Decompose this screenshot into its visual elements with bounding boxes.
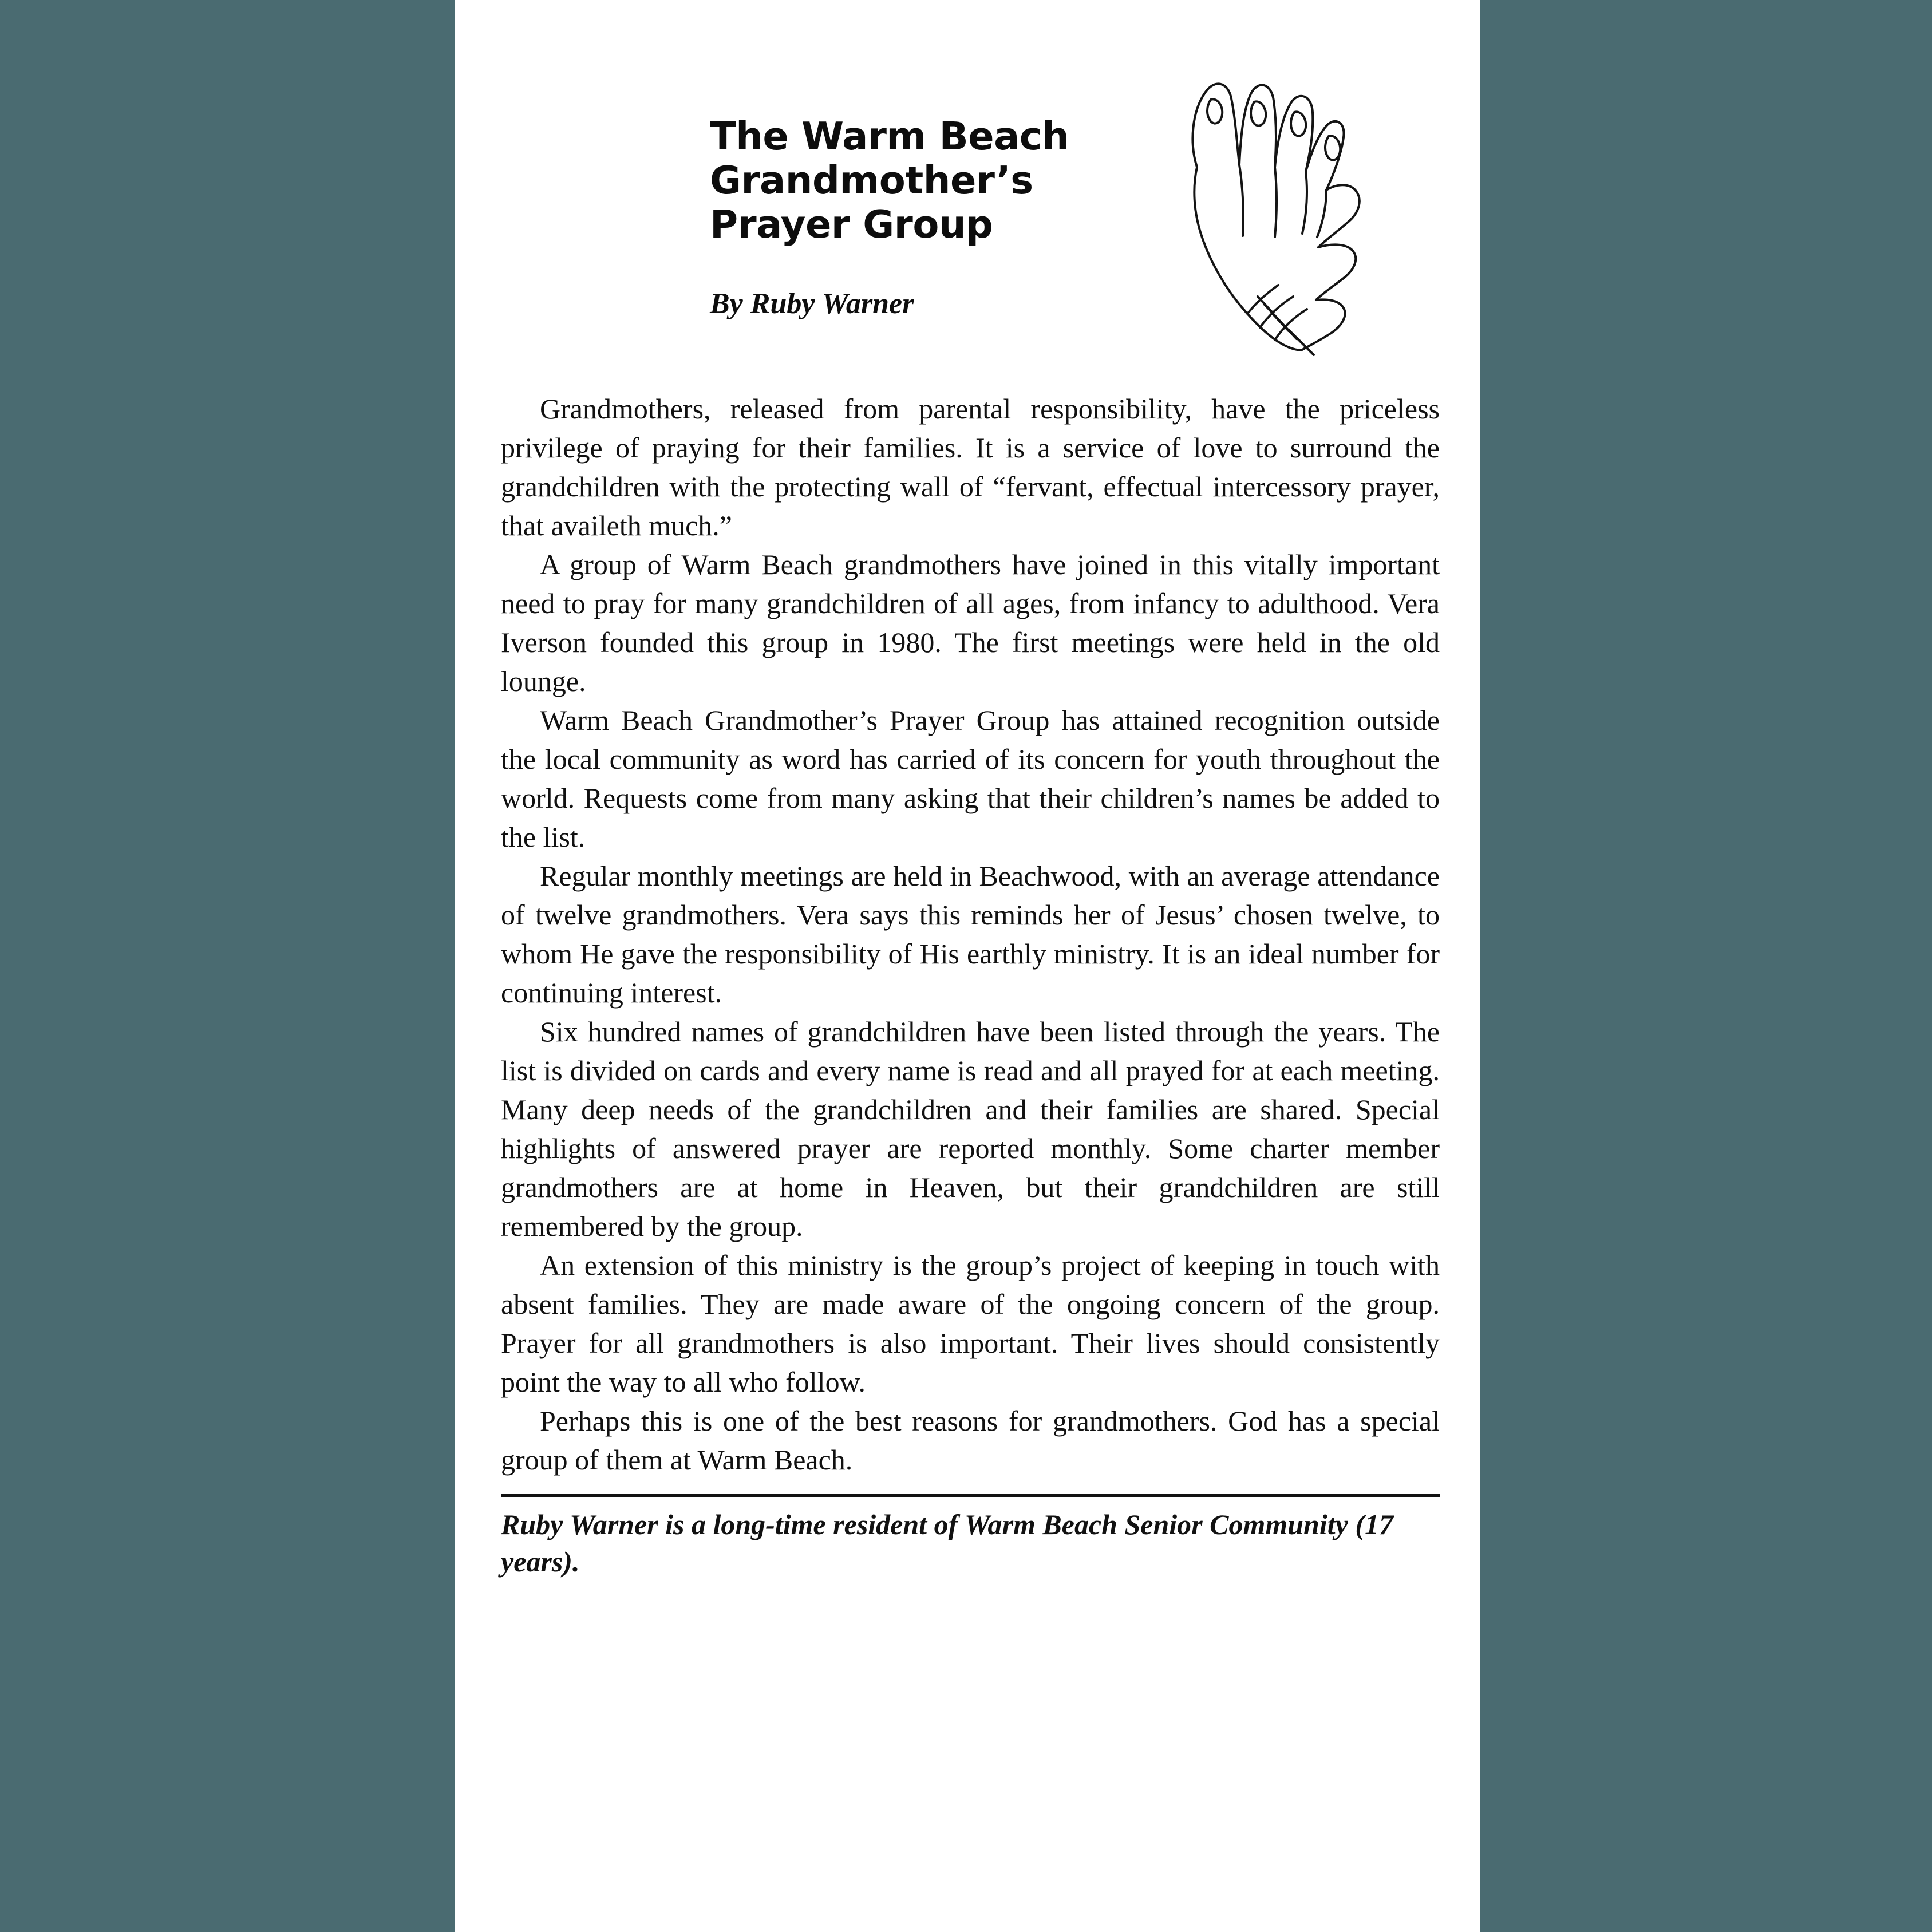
paragraph: An extension of this ministry is the group’s project of keeping in touch with absent families. They are made aware of the ongoing concern of the group. Prayer for all grandmothers is also important. Their lives should consistently point the way to all who follow. — [501, 1249, 1440, 1398]
headline-line-2: Grandmother’s — [710, 158, 1033, 203]
paragraph: Regular monthly meetings are held in Beachwood, with an average attendance of twelve grandmothers. Vera says this reminds her of Jesus’ chosen twelve, to whom He gave the responsibility of His earthly ministry. It is an ideal number for continuing interest. — [501, 860, 1440, 1009]
praying-hands-icon — [1125, 69, 1400, 366]
paragraph: Six hundred names of grandchildren have been listed through the years. The list is divided on cards and every name is read and all prayed for at each meeting. Many deep needs of the grandchildren and their families are shared. Special highlights of answered prayer are reported monthly. Some charter member grandmothers are at home in Heaven, but their grandchildren are still remembered by the group. — [501, 1016, 1440, 1242]
author-note: Ruby Warner is a long-time resident of Warm Beach Senior Community (17 years). — [501, 1508, 1393, 1578]
article-body — [501, 389, 1440, 1479]
page-title — [710, 114, 1122, 247]
article — [501, 57, 1440, 1581]
paragraph: Perhaps this is one of the best reasons for grandmothers. God has a special group of them at Warm Beach. — [501, 1405, 1440, 1476]
headline-line-1: The Warm Beach — [710, 114, 1069, 159]
paragraph: A group of Warm Beach grandmothers have joined in this vitally important need to pray for many grandchildren of all ages, from infancy to adulthood. Vera Iverson founded this group in 1980. The first meetings were held in the old lounge. — [501, 548, 1440, 697]
scanned-page — [455, 0, 1480, 1932]
paragraph: Warm Beach Grandmother’s Prayer Group has attained recognition outside the local community as word has carried of its concern for youth throughout the world. Requests come from many asking that their children’s names be added to the list. — [501, 704, 1440, 853]
headline-line-3: Prayer Group — [710, 202, 993, 247]
divider — [501, 1494, 1440, 1497]
paragraph: Grandmothers, released from parental responsibility, have the priceless privilege of praying for their families. It is a service of love to surround the grandchildren with the protecting wall of “fervant, effectual intercessory prayer, that availeth much.” — [501, 393, 1440, 542]
byline: By Ruby Warner — [710, 287, 914, 321]
title-block — [710, 114, 1122, 321]
masthead — [501, 57, 1440, 378]
